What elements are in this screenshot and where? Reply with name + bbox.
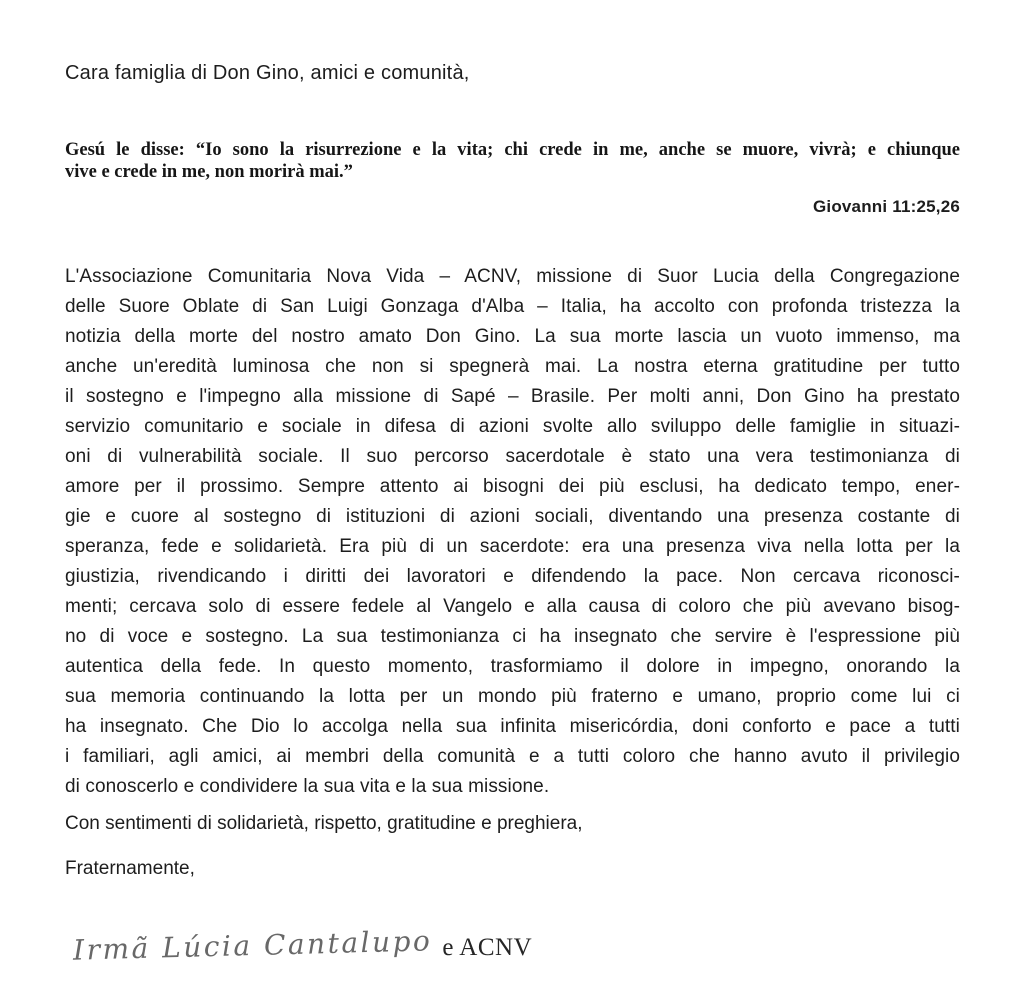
body-line: oni di vulnerabilità sociale. Il suo percorso sacerdotale è stato una vera testimonianza di	[65, 446, 960, 467]
letter-body	[65, 262, 960, 802]
body-line: giustizia, rivendicando i diritti dei lavoratori e difendendo la pace. Non cercava riconosci-	[65, 566, 960, 587]
signature-block	[65, 924, 960, 967]
body-line: amore per il prossimo. Sempre attento ai bisogni dei più esclusi, ha dedicato tempo, ener-	[65, 476, 960, 497]
body-line: gie e cuore al sostegno di istituzioni di azioni sociali, diventando una presenza costante di	[65, 506, 960, 527]
body-line: il sostegno e l'impegno alla missione di Sapé – Brasile. Per molti anni, Don Gino ha prestato	[65, 386, 960, 407]
body-line: servizio comunitario e sociale in difesa di azioni svolte allo sviluppo delle famiglie in situazi-	[65, 416, 960, 437]
body-line: anche un'eredità luminosa che non si spegnerà mai. La nostra eterna gratitudine per tutto	[65, 356, 960, 377]
salutation: Cara famiglia di Don Gino, amici e comunità,	[65, 62, 470, 84]
signature-suffix: e ACNV	[442, 934, 533, 961]
body-line: ha insegnato. Che Dio lo accolga nella sua infinita misericórdia, doni conforto e pace a tutti	[65, 716, 960, 737]
body-line: i familiari, agli amici, ai membri della comunità e a tutti coloro che hanno avuto il privilegio	[65, 746, 960, 767]
body-line: L'Associazione Comunitaria Nova Vida – ACNV, missione di Suor Lucia della Congregazione	[65, 266, 960, 287]
bible-quote	[65, 139, 960, 183]
body-line: no di voce e sostegno. La sua testimonianza ci ha insegnato che servire è l'espressione più	[65, 626, 960, 647]
handwritten-signature: Irmã Lúcia Cantalupo	[72, 924, 433, 967]
quote-line: Gesú le disse: “Io sono la risurrezione e la vita; chi crede in me, anche se muore, vivrà; e chiunque	[65, 140, 960, 160]
body-line: delle Suore Oblate di San Luigi Gonzaga d'Alba – Italia, ha accolto con profonda tristezza la	[65, 296, 960, 317]
body-line: speranza, fede e solidarietà. Era più di un sacerdote: era una presenza viva nella lotta per la	[65, 536, 960, 557]
body-line: autentica della fede. In questo momento, trasformiamo il dolore in impegno, onorando la	[65, 656, 960, 677]
body-line: sua memoria continuando la lotta per un mondo più fraterno e umano, proprio come lui ci	[65, 686, 960, 707]
body-line: notizia della morte del nostro amato Don Gino. La sua morte lascia un vuoto immenso, ma	[65, 326, 960, 347]
body-line: di conoscerlo e condividere la sua vita e la sua missione.	[65, 776, 550, 797]
quote-line: vive e crede in me, non morirà mai.”	[65, 162, 353, 182]
quote-reference: Giovanni 11:25,26	[812, 197, 960, 216]
body-line: menti; cercava solo di essere fedele al Vangelo e alla causa di coloro che più avevano bisog-	[65, 596, 960, 617]
closing-farewell: Fraternamente,	[65, 858, 195, 879]
closing-sentiments: Con sentimenti di solidarietà, rispetto, gratitudine e preghiera,	[65, 813, 583, 834]
